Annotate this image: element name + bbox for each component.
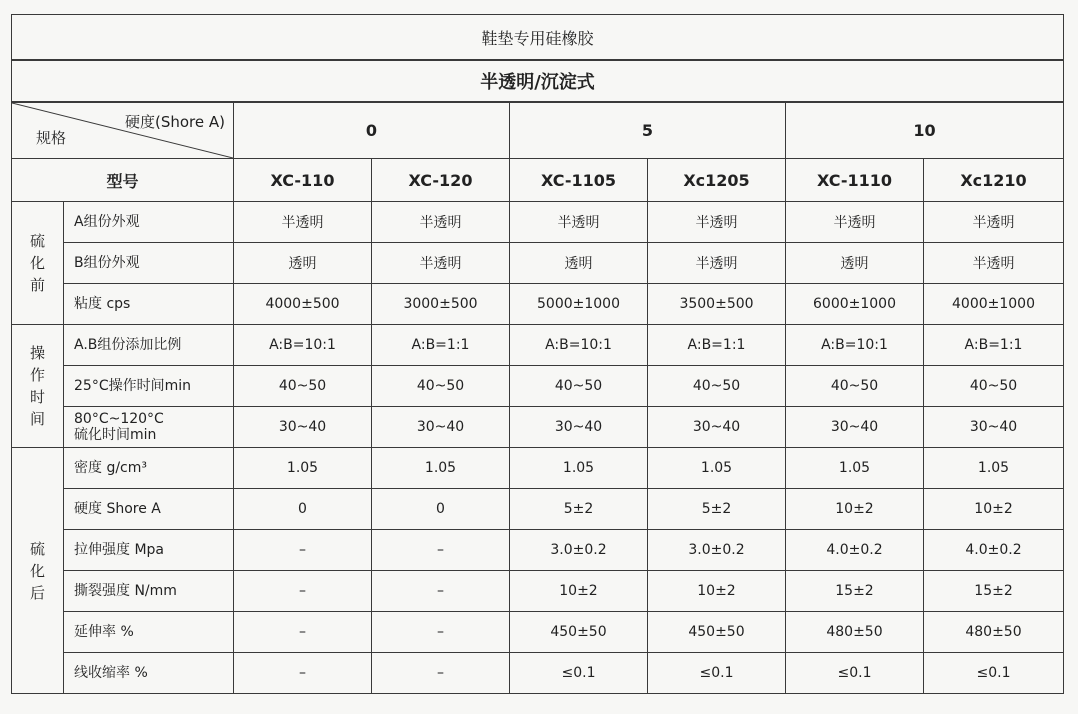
table-row <box>12 612 1064 653</box>
property-label <box>64 489 234 530</box>
value-cell: 30~40 <box>648 407 786 448</box>
property-label <box>64 448 234 489</box>
group-label-char: 操 <box>29 344 45 362</box>
value-cell: A:B=1:1 <box>924 325 1064 366</box>
value-cell: 半透明 <box>510 202 648 243</box>
property-label <box>64 325 234 366</box>
value-cell: 30~40 <box>924 407 1064 448</box>
value-cell: 透明 <box>786 243 924 284</box>
property-label <box>64 202 234 243</box>
value-cell: 0 <box>234 489 372 530</box>
property-label <box>64 366 234 407</box>
value-cell: 30~40 <box>510 407 648 448</box>
value-cell: ≤0.1 <box>924 653 1064 694</box>
value-cell: 40~50 <box>510 366 648 407</box>
property-label-text: A.B组份添加比例 <box>74 337 182 353</box>
table-title: 鞋垫专用硅橡胶 <box>12 15 1064 61</box>
property-label-text: 撕裂强度 N/mm <box>74 583 177 599</box>
group-label-char: 时 <box>29 388 45 406</box>
model-cell: Xc1205 <box>648 159 786 202</box>
value-cell: 4.0±0.2 <box>924 530 1064 571</box>
value-cell: 3000±500 <box>372 284 510 325</box>
value-cell: – <box>234 530 372 571</box>
group-label-char: 后 <box>29 583 45 602</box>
table-row <box>12 489 1064 530</box>
value-cell: A:B=10:1 <box>234 325 372 366</box>
value-cell: 透明 <box>234 243 372 284</box>
value-cell: 1.05 <box>924 448 1064 489</box>
group-label <box>12 448 64 694</box>
hardness-label: 硬度(Shore A) <box>124 113 225 131</box>
value-cell: 1.05 <box>648 448 786 489</box>
model-cell: XC-1110 <box>786 159 924 202</box>
table-row <box>12 407 1064 448</box>
property-label <box>64 612 234 653</box>
property-label-text: A组份外观 <box>74 214 140 230</box>
value-cell: 40~50 <box>372 366 510 407</box>
property-label <box>64 571 234 612</box>
value-cell: 6000±1000 <box>786 284 924 325</box>
value-cell: 450±50 <box>648 612 786 653</box>
hardness-10: 10 <box>786 102 1064 159</box>
value-cell: 3.0±0.2 <box>648 530 786 571</box>
hardness-5: 5 <box>510 102 786 159</box>
property-label <box>64 407 234 448</box>
property-label-text: 密度 g/cm³ <box>74 460 148 476</box>
value-cell: 3500±500 <box>648 284 786 325</box>
property-label-text: B组份外观 <box>74 255 140 271</box>
value-cell: ≤0.1 <box>648 653 786 694</box>
table-row <box>12 325 1064 366</box>
table-row <box>12 202 1064 243</box>
value-cell: 1.05 <box>372 448 510 489</box>
property-label-text: 80°C~120°C <box>74 411 164 427</box>
value-cell: 0 <box>372 489 510 530</box>
value-cell: 1.05 <box>234 448 372 489</box>
property-label-text: 粘度 cps <box>74 296 131 312</box>
property-label <box>64 243 234 284</box>
value-cell: A:B=1:1 <box>372 325 510 366</box>
value-cell: 透明 <box>510 243 648 284</box>
value-cell: 10±2 <box>924 489 1064 530</box>
spec-sheet <box>11 14 1063 694</box>
hardness-0: 0 <box>234 102 510 159</box>
value-cell: 5±2 <box>510 489 648 530</box>
value-cell: 480±50 <box>786 612 924 653</box>
value-cell: 半透明 <box>786 202 924 243</box>
value-cell: – <box>372 571 510 612</box>
value-cell: 450±50 <box>510 612 648 653</box>
group-label <box>12 325 64 448</box>
value-cell: 半透明 <box>648 202 786 243</box>
model-cell: XC-1105 <box>510 159 648 202</box>
value-cell: – <box>234 571 372 612</box>
table-row <box>12 448 1064 489</box>
value-cell: 5000±1000 <box>510 284 648 325</box>
property-label-text: 硬度 Shore A <box>74 501 161 517</box>
property-label <box>64 530 234 571</box>
value-cell: 15±2 <box>786 571 924 612</box>
group-label-char: 间 <box>29 410 45 428</box>
value-cell: 4000±1000 <box>924 284 1064 325</box>
value-cell: – <box>372 612 510 653</box>
value-cell: 10±2 <box>510 571 648 612</box>
value-cell: 40~50 <box>786 366 924 407</box>
value-cell: 半透明 <box>372 202 510 243</box>
model-cell: Xc1210 <box>924 159 1064 202</box>
table-row <box>12 571 1064 612</box>
model-cell: XC-120 <box>372 159 510 202</box>
model-cell: XC-110 <box>234 159 372 202</box>
group-label <box>12 202 64 325</box>
table-subtitle: 半透明/沉淀式 <box>12 60 1064 102</box>
property-label-text: 延伸率 % <box>74 624 134 640</box>
value-cell: – <box>372 653 510 694</box>
group-label-char: 作 <box>29 366 45 384</box>
spec-label: 规格 <box>36 129 67 147</box>
table-row <box>12 243 1064 284</box>
value-cell: 15±2 <box>924 571 1064 612</box>
value-cell: – <box>234 612 372 653</box>
group-label-char: 化 <box>29 254 45 272</box>
value-cell: A:B=10:1 <box>510 325 648 366</box>
value-cell: 40~50 <box>648 366 786 407</box>
group-label-char: 硫 <box>29 232 45 250</box>
table-row <box>12 530 1064 571</box>
value-cell: 30~40 <box>372 407 510 448</box>
value-cell: 1.05 <box>786 448 924 489</box>
value-cell: A:B=1:1 <box>648 325 786 366</box>
value-cell: 4.0±0.2 <box>786 530 924 571</box>
header-diagonal-cell <box>12 102 234 159</box>
value-cell: 30~40 <box>786 407 924 448</box>
value-cell: 480±50 <box>924 612 1064 653</box>
model-label: 型号 <box>12 159 234 202</box>
value-cell: – <box>234 653 372 694</box>
value-cell: 30~40 <box>234 407 372 448</box>
value-cell: 5±2 <box>648 489 786 530</box>
property-label-text-2: 硫化时间min <box>74 427 157 443</box>
value-cell: 10±2 <box>648 571 786 612</box>
value-cell: 半透明 <box>648 243 786 284</box>
property-label <box>64 653 234 694</box>
property-label-text: 线收缩率 % <box>74 665 148 681</box>
table-row <box>12 366 1064 407</box>
value-cell: 半透明 <box>924 202 1064 243</box>
value-cell: – <box>372 530 510 571</box>
group-label-char: 化 <box>29 561 45 580</box>
property-label-text: 拉伸强度 Mpa <box>74 542 164 558</box>
value-cell: 4000±500 <box>234 284 372 325</box>
value-cell: 半透明 <box>234 202 372 243</box>
value-cell: A:B=10:1 <box>786 325 924 366</box>
group-label-char: 前 <box>29 276 45 294</box>
value-cell: ≤0.1 <box>510 653 648 694</box>
value-cell: 40~50 <box>924 366 1064 407</box>
value-cell: 半透明 <box>372 243 510 284</box>
property-label <box>64 284 234 325</box>
value-cell: 40~50 <box>234 366 372 407</box>
group-label-char: 硫 <box>29 539 45 558</box>
value-cell: 3.0±0.2 <box>510 530 648 571</box>
property-label-text: 25°C操作时间min <box>74 378 191 394</box>
spec-table <box>11 14 1064 694</box>
value-cell: 10±2 <box>786 489 924 530</box>
table-row <box>12 284 1064 325</box>
value-cell: 半透明 <box>924 243 1064 284</box>
value-cell: ≤0.1 <box>786 653 924 694</box>
value-cell: 1.05 <box>510 448 648 489</box>
table-row <box>12 653 1064 694</box>
